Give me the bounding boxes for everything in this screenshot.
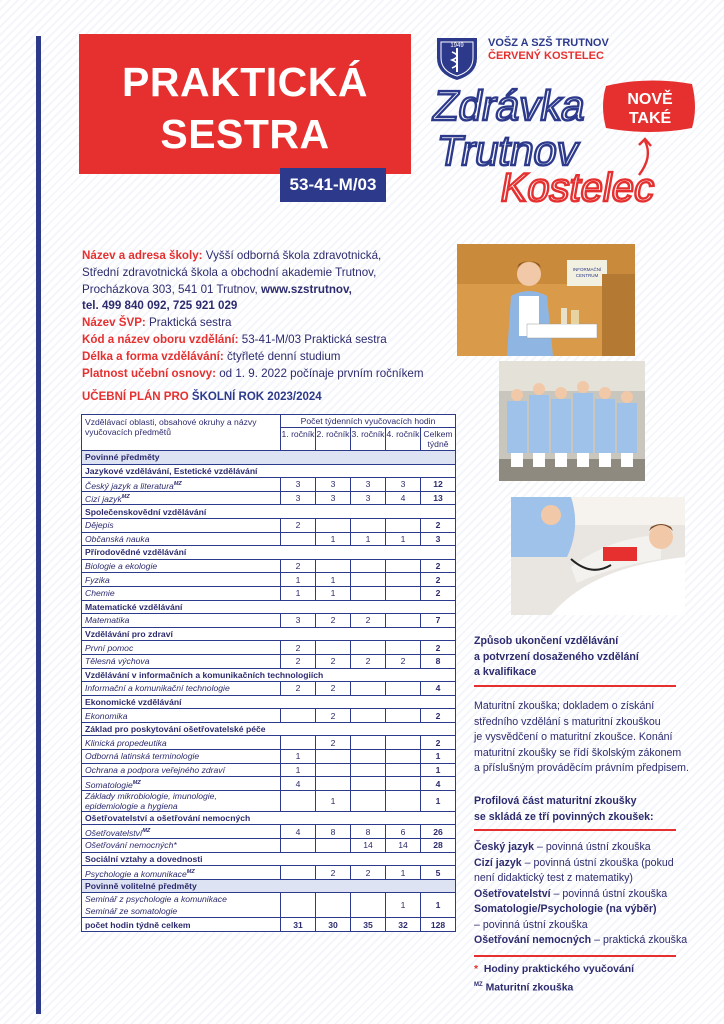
table-row — [82, 682, 456, 696]
hours-cell: 2 — [281, 654, 316, 668]
year-column-header: 1. ročník — [281, 428, 316, 451]
footnote1: Hodiny praktického vyučování — [483, 964, 634, 975]
section-row — [82, 668, 456, 682]
section-label: Ošetřovatelství a ošetřování nemocných — [82, 811, 456, 825]
profile-exam-heading — [474, 794, 699, 825]
hours-cell: 31 — [281, 918, 316, 932]
completion-p3: je vysvědčení o maturitní zkoušce. Konání — [474, 731, 673, 743]
hours-cell: 1 — [281, 586, 316, 600]
hours-cell: 2 — [316, 654, 351, 668]
school-name-l1: Vyšší odborná škola zdravotnická, — [205, 249, 382, 262]
hours-cell — [386, 573, 421, 587]
hours-cell — [316, 559, 351, 573]
hours-cell: 3 — [281, 478, 316, 492]
profile-h1: Profilová část maturitní zkoušky — [474, 795, 637, 807]
exam-foreign-note: není didaktický test z matematiky) — [474, 872, 633, 884]
completion-p2: středního vzdělání s maturitní zkouškou — [474, 715, 661, 728]
hours-cell — [351, 586, 386, 600]
hours-cell: 2 — [316, 736, 351, 750]
year-column-header: 2. ročník — [316, 428, 351, 451]
subject-label: Informační a komunikační technologie — [85, 683, 230, 694]
subject-label: Biologie a ekologie — [85, 561, 158, 572]
table-row — [82, 750, 456, 764]
hours-cell — [316, 763, 351, 777]
table-row — [82, 641, 456, 655]
exam-marker: MZ — [132, 779, 141, 786]
year-column-header: 3. ročník — [351, 428, 386, 451]
hours-cell: 2 — [316, 614, 351, 628]
table-row — [82, 478, 456, 492]
page-title — [79, 56, 411, 160]
hours-cell — [351, 777, 386, 791]
hours-cell — [281, 532, 316, 546]
hours-cell: 1 — [281, 750, 316, 764]
subject-label: Cizí jazyk — [85, 494, 122, 504]
hours-cell — [386, 682, 421, 696]
subject-label: Ekonomika — [85, 710, 128, 721]
hours-cell: 1 — [421, 790, 456, 811]
hours-cell: 1 — [281, 573, 316, 587]
school-name-l2: Střední zdravotnická škola a obchodní akademie Trutnov, — [82, 265, 377, 279]
hours-cell — [316, 518, 351, 532]
hours-cell: 3 — [316, 491, 351, 505]
exam-nursing: – povinná ústní zkouška — [553, 887, 668, 900]
field-code-badge: 53-41-M/03 — [280, 168, 386, 202]
label-validity: Platnost učební osnovy: — [82, 366, 216, 380]
hours-cell: 4 — [281, 825, 316, 839]
hours-cell: 2 — [281, 518, 316, 532]
hours-cell: 2 — [421, 736, 456, 750]
subject-name — [82, 654, 281, 668]
subject-label: Klinická propedeutika — [85, 737, 167, 748]
hours-cell: 3 — [421, 532, 456, 546]
subject-name — [82, 641, 281, 655]
table-row — [82, 839, 456, 853]
completion-h2: a potvrzení dosaženého vzdělání — [474, 650, 639, 663]
hours-cell: 2 — [421, 573, 456, 587]
exam-nursing-label: Ošetřovatelství — [474, 887, 551, 900]
hours-cell: 3 — [281, 614, 316, 628]
hours-cell: 2 — [351, 866, 386, 880]
hours-cell: 3 — [351, 491, 386, 505]
hours-cell — [316, 777, 351, 791]
exam-marker: MZ — [121, 494, 130, 501]
seal-year: 1949 — [450, 43, 464, 49]
table-row — [82, 518, 456, 532]
hours-cell — [351, 518, 386, 532]
photo-sign-line1: INFORMAČNÍ — [572, 267, 602, 272]
hours-cell: 2 — [281, 641, 316, 655]
divider-bottom — [474, 955, 676, 957]
school-address: Procházkova 303, 541 01 Trutnov, — [82, 282, 258, 296]
hours-cell: 1 — [316, 532, 351, 546]
svp-value: Praktická sestra — [149, 316, 232, 330]
subject-label: počet hodin týdně celkem — [85, 919, 191, 930]
exam-czech-label: Český jazyk — [474, 841, 535, 853]
section-row — [82, 600, 456, 614]
hours-cell: 2 — [316, 709, 351, 723]
subject-name — [82, 750, 281, 764]
hours-cell — [386, 790, 421, 811]
badge-text-take: TAKÉ — [628, 110, 672, 127]
section-row — [82, 852, 456, 866]
category-row — [82, 451, 456, 465]
hours-cell: 13 — [421, 491, 456, 505]
section-label: Základ pro poskytování ošetřovatelské péče — [82, 722, 456, 736]
subject-label: Ochrana a podpora veřejného zdraví — [85, 764, 225, 775]
hours-cell: 2 — [316, 682, 351, 696]
hours-cell: 2 — [281, 559, 316, 573]
total-row — [82, 918, 456, 932]
footnote1-mark: * — [474, 964, 479, 975]
photo-nurse-with-tray — [457, 244, 635, 356]
hours-cell: 4 — [421, 777, 456, 791]
subject-label: Dějepis — [85, 520, 114, 531]
plan-title-red: UČEBNÍ PLÁN PRO — [82, 391, 189, 403]
table-row — [82, 866, 456, 880]
subject-label: Český jazyk a literatura — [85, 480, 174, 491]
photo-nurses-group — [499, 361, 645, 481]
completion-p1: Maturitní zkouška; dokladem o získání — [474, 700, 655, 712]
subject-name — [82, 777, 281, 791]
vertical-stripe — [36, 36, 41, 1014]
hours-cell: 3 — [351, 478, 386, 492]
section-row — [82, 505, 456, 519]
table-row — [82, 654, 456, 668]
hours-cell: 3 — [386, 478, 421, 492]
subject-label: Matematika — [85, 615, 130, 626]
section-row — [82, 546, 456, 560]
subject-name — [82, 518, 281, 532]
hours-cell — [386, 559, 421, 573]
title-line2: SESTRA — [160, 111, 330, 157]
subject-name — [82, 790, 281, 811]
subject-label: Fyzika — [85, 574, 110, 585]
school-name-line2: ČERVENÝ KOSTELEC — [488, 50, 604, 62]
section-row — [82, 627, 456, 641]
subject-line2: epidemiologie a hygiena — [85, 800, 178, 811]
validity-value: od 1. 9. 2022 počínaje prvním ročníkem — [219, 366, 424, 380]
hours-cell: 1 — [386, 866, 421, 880]
subject-name — [82, 918, 281, 932]
subject-label: Psychologie a komunikace — [85, 868, 187, 879]
subject-name — [82, 559, 281, 573]
hours-cell — [351, 763, 386, 777]
hours-cell — [316, 641, 351, 655]
subject-name — [82, 614, 281, 628]
photo-blood-pressure — [511, 497, 685, 615]
hours-cell: 4 — [281, 777, 316, 791]
hours-cell: 128 — [421, 918, 456, 932]
hours-cell — [281, 736, 316, 750]
photo-sign-line2: CENTRUM — [575, 273, 599, 278]
school-phone: tel. 499 840 092, 725 921 029 — [82, 299, 238, 313]
hours-cell: 2 — [421, 586, 456, 600]
subject-name — [82, 682, 281, 696]
subject-name — [82, 893, 281, 918]
school-info — [82, 248, 452, 382]
section-label: Jazykové vzdělávání, Estetické vzdělávání — [82, 464, 456, 478]
hours-cell — [386, 750, 421, 764]
study-plan-title — [82, 391, 322, 403]
table-row — [82, 763, 456, 777]
hours-cell — [316, 893, 351, 918]
subject-label: Ošetřování nemocných* — [85, 840, 177, 851]
hours-cell: 1 — [421, 750, 456, 764]
hours-cell: 12 — [421, 478, 456, 492]
hours-cell: 14 — [386, 839, 421, 853]
label-code: Kód a název oboru vzdělání: — [82, 332, 239, 346]
year-column-header: Celkem týdně — [421, 428, 456, 451]
table-row — [82, 614, 456, 628]
hours-cell — [351, 736, 386, 750]
hours-cell — [386, 763, 421, 777]
hours-cell: 26 — [421, 825, 456, 839]
section-row — [82, 464, 456, 478]
profile-h2: se skládá ze tří povinných zkoušek: — [474, 810, 654, 823]
subject-label: Chemie — [85, 588, 115, 599]
subject-label: Občanská nauka — [85, 533, 150, 544]
hours-cell: 14 — [351, 839, 386, 853]
plan-title-year: ŠKOLNÍ ROK 2023/2024 — [191, 391, 322, 403]
subject-name — [82, 532, 281, 546]
section-label: Povinně volitelné předměty — [82, 879, 456, 893]
exam-marker: MZ — [142, 827, 151, 834]
completion-p4: maturitní zkoušky se řídí školským zákonem — [474, 746, 682, 759]
section-label: Vzdělávání pro zdraví — [82, 627, 456, 641]
hours-cell — [281, 790, 316, 811]
table-row — [82, 559, 456, 573]
table-header-row — [82, 415, 456, 428]
subject-label: Somatologie — [85, 779, 133, 790]
table-row — [82, 825, 456, 839]
table-row — [82, 777, 456, 791]
hours-cell: 7 — [421, 614, 456, 628]
exam-marker: MZ — [186, 868, 195, 875]
table-row — [82, 893, 456, 918]
hours-cell — [386, 736, 421, 750]
hours-cell: 1 — [281, 763, 316, 777]
label-school-name: Název a adresa školy: — [82, 249, 203, 262]
hours-cell: 5 — [421, 866, 456, 880]
label-svp: Název ŠVP: — [82, 316, 146, 330]
label-duration: Délka a forma vzdělávání: — [82, 349, 224, 363]
table-row — [82, 573, 456, 587]
completion-heading — [474, 634, 699, 681]
table-row — [82, 532, 456, 546]
hours-cell: 8 — [421, 654, 456, 668]
table-row — [82, 736, 456, 750]
hours-cell: 1 — [386, 893, 421, 918]
hours-cell: 3 — [281, 491, 316, 505]
exam-somatology-label: Somatologie/Psychologie (na výběr) — [474, 903, 657, 915]
hours-cell — [351, 750, 386, 764]
section-row — [82, 722, 456, 736]
subject-line1: Základy mikrobiologie, imunologie, — [85, 790, 217, 801]
hours-cell — [316, 839, 351, 853]
category-row — [82, 879, 456, 893]
year-column-header: 4. ročník — [386, 428, 421, 451]
school-name-line1: VOŠZ A SZŠ TRUTNOV — [488, 37, 609, 49]
hours-cell: 1 — [316, 573, 351, 587]
hours-cell: 3 — [316, 478, 351, 492]
table-row — [82, 790, 456, 811]
hours-cell — [351, 573, 386, 587]
study-plan-table — [81, 414, 456, 932]
exam-list — [474, 840, 699, 949]
hours-cell: 2 — [421, 559, 456, 573]
hours-cell: 8 — [316, 825, 351, 839]
subject-name — [82, 839, 281, 853]
subject-name — [82, 478, 281, 492]
hours-cell: 1 — [316, 586, 351, 600]
subject-name — [82, 709, 281, 723]
hours-cell: 8 — [351, 825, 386, 839]
optional-subject-2: Seminář ze somatologie — [85, 906, 178, 917]
hours-cell — [351, 682, 386, 696]
hours-cell — [281, 709, 316, 723]
hours-cell — [316, 750, 351, 764]
hours-cell — [386, 614, 421, 628]
completion-p5: a příslušným prováděcím právním předpisem. — [474, 762, 689, 774]
optional-subject-1: Seminář z psychologie a komunikace — [85, 894, 227, 905]
hours-cell: 2 — [421, 641, 456, 655]
hours-cell: 1 — [386, 532, 421, 546]
section-label: Přírodovědné vzdělávání — [82, 546, 456, 560]
hours-cell: 1 — [316, 790, 351, 811]
hours-cell — [351, 641, 386, 655]
section-label: Matematické vzdělávání — [82, 600, 456, 614]
subject-name — [82, 763, 281, 777]
table-row — [82, 491, 456, 505]
hours-cell: 35 — [351, 918, 386, 932]
exam-patient-care-label: Ošetřování nemocných — [474, 934, 592, 946]
hours-cell: 2 — [351, 654, 386, 668]
hours-cell — [281, 839, 316, 853]
hours-cell: 28 — [421, 839, 456, 853]
subject-name — [82, 736, 281, 750]
new-also-badge — [600, 78, 700, 136]
section-row — [82, 811, 456, 825]
brand-word-zdravka: Zdrávka — [429, 82, 590, 129]
hours-cell — [351, 709, 386, 723]
hours-cell — [351, 790, 386, 811]
hours-cell — [351, 893, 386, 918]
header-area: Vzdělávací oblasti, obsahové okruhy a názvy vyučovacích předmětů — [82, 415, 281, 451]
hours-cell: 1 — [421, 763, 456, 777]
header-hours: Počet týdenních vyučovacích hodin — [281, 415, 456, 428]
subject-name — [82, 491, 281, 505]
brand-word-trutnov: Trutnov — [433, 127, 583, 174]
subject-name — [82, 573, 281, 587]
section-label: Sociální vztahy a dovednosti — [82, 852, 456, 866]
hours-cell: 1 — [421, 893, 456, 918]
hours-cell — [386, 641, 421, 655]
completion-h1: Způsob ukončení vzdělávání — [474, 635, 619, 647]
footnotes — [474, 962, 699, 995]
duration-value: čtyřleté denní studium — [227, 349, 341, 363]
footnote2: Maturitní zkouška — [485, 981, 574, 993]
hours-cell: 32 — [386, 918, 421, 932]
badge-text-nove: NOVĚ — [627, 91, 673, 108]
divider-middle — [474, 829, 676, 831]
hours-cell: 2 — [421, 709, 456, 723]
hours-cell: 2 — [316, 866, 351, 880]
hours-cell — [386, 518, 421, 532]
hours-cell: 2 — [281, 682, 316, 696]
section-label: Vzdělávání v informačních a komunikačních technologiích — [82, 668, 456, 682]
hours-cell — [386, 777, 421, 791]
hours-cell: 4 — [386, 491, 421, 505]
hours-cell — [351, 559, 386, 573]
exam-foreign-label: Cizí jazyk — [474, 856, 522, 869]
subject-label: Tělesná výchova — [85, 656, 150, 667]
exam-foreign: – povinná ústní zkouška (pokud — [524, 856, 674, 869]
section-label: Ekonomické vzdělávání — [82, 695, 456, 709]
hours-cell: 2 — [351, 614, 386, 628]
subject-name — [82, 866, 281, 880]
subject-label: První pomoc — [85, 642, 134, 653]
completion-h3: a kvalifikace — [474, 666, 537, 678]
code-value: 53-41-M/03 Praktická sestra — [241, 332, 387, 346]
exam-patient-care: – praktická zkouška — [594, 934, 688, 946]
completion-text — [474, 699, 699, 777]
subject-label: Odborná latinská terminologie — [85, 751, 200, 762]
hours-cell: 1 — [351, 532, 386, 546]
subject-name — [82, 825, 281, 839]
hours-cell — [386, 586, 421, 600]
school-web[interactable]: www.szstrutnov, — [260, 282, 352, 296]
hours-cell — [281, 866, 316, 880]
brand-word-kostelec: Kostelec — [497, 165, 659, 210]
subject-label: Ošetřovatelství — [85, 827, 143, 838]
hours-cell: 30 — [316, 918, 351, 932]
exam-czech: – povinná ústní zkouška — [537, 841, 651, 853]
footnote2-mark: MZ — [474, 981, 483, 988]
exam-marker: MZ — [173, 480, 182, 487]
hours-cell: 6 — [386, 825, 421, 839]
hours-cell — [281, 893, 316, 918]
section-row — [82, 695, 456, 709]
title-line1: PRAKTICKÁ — [122, 59, 368, 105]
divider-top — [474, 685, 676, 687]
table-row — [82, 586, 456, 600]
table-row — [82, 709, 456, 723]
hours-cell: 4 — [421, 682, 456, 696]
hours-cell — [386, 709, 421, 723]
hours-cell: 2 — [386, 654, 421, 668]
exam-somatology: – povinná ústní zkouška — [474, 918, 588, 931]
section-label: Společenskovědní vzdělávání — [82, 505, 456, 519]
section-label: Povinné předměty — [82, 451, 456, 465]
subject-name — [82, 586, 281, 600]
hours-cell: 2 — [421, 518, 456, 532]
